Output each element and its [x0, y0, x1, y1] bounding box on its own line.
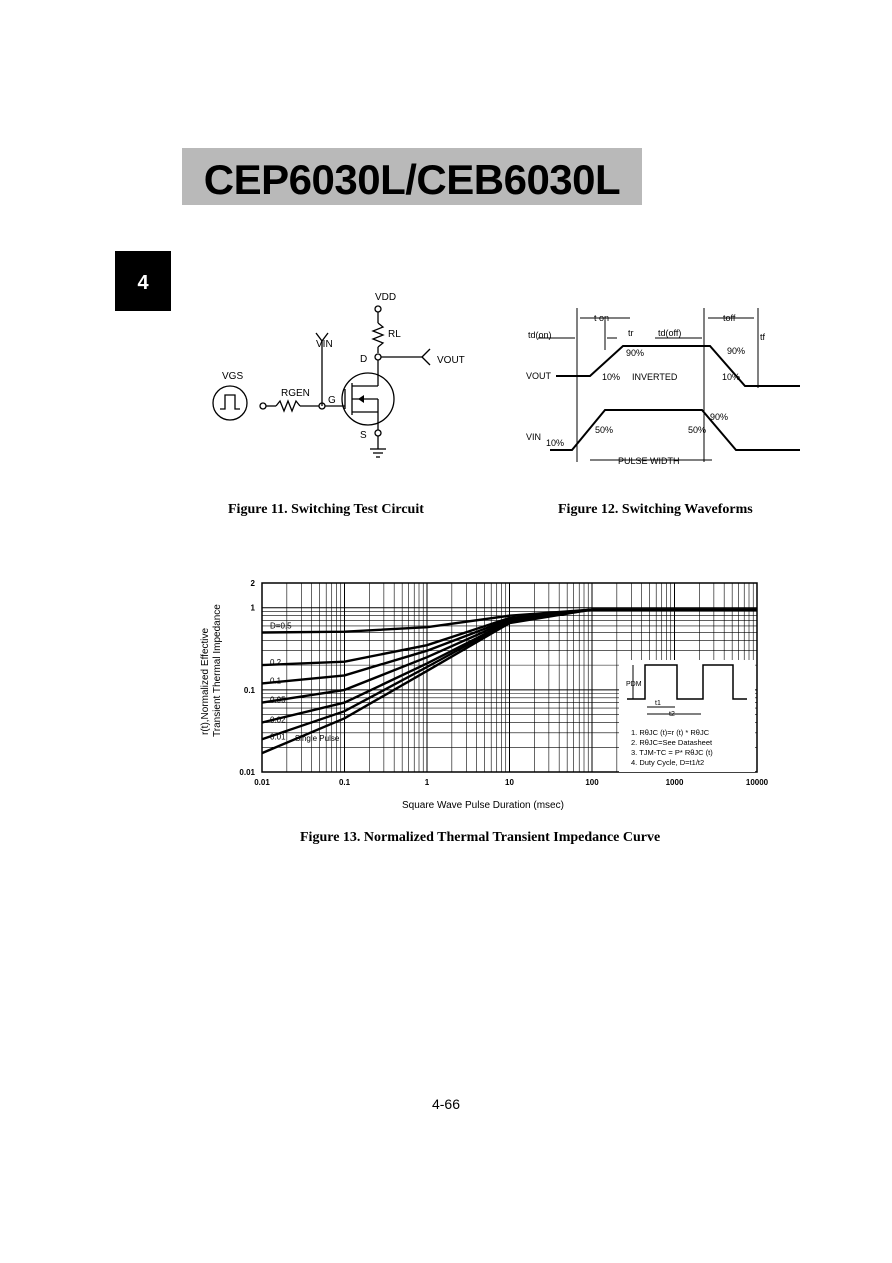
pdm-label: PDM [626, 681, 642, 688]
vin-10-label: 10% [546, 438, 565, 448]
document-title: CEP6030L/CEB6030L [203, 156, 621, 203]
x-tick-label: 1000 [665, 778, 684, 787]
rl-label: RL [388, 329, 401, 340]
x-tick-label: 0.1 [338, 778, 351, 787]
vout-90-label: 90% [626, 348, 645, 358]
pulse-width-label: PULSE WIDTH [618, 456, 680, 466]
toff-label: toff [723, 313, 736, 323]
vgs-label: VGS [222, 371, 244, 382]
vout-10b-label: 10% [722, 372, 741, 382]
figure-13-caption: Figure 13. Normalized Thermal Transient Impedance Curve [300, 830, 661, 845]
duty-cycle-inset [619, 660, 755, 772]
figure-12-caption: Figure 12. Switching Waveforms [558, 502, 753, 517]
curve-label: 0.1 [270, 676, 282, 686]
x-tick-label: 10000 [745, 778, 769, 787]
x-tick-label: 10 [505, 778, 514, 787]
curve-label: D=0.5 [270, 621, 292, 631]
thermal-impedance-chart [195, 575, 775, 820]
inset-note-2: 2. RθJC=See Datasheet [631, 738, 713, 747]
tdoff-label: td(off) [658, 328, 682, 338]
rgen-label: RGEN [281, 388, 310, 399]
curve-label: 0.05 [270, 695, 286, 705]
inset-note-3: 3. TJM-TC = P* RθJC (t) [631, 748, 713, 757]
curve-label: 0.01 [270, 732, 286, 742]
tr-label: tr [628, 328, 634, 338]
section-tab: 4 [115, 251, 171, 311]
vout-90b-label: 90% [727, 346, 746, 356]
y-axis-label-1: r(t),Normalized Effective [200, 627, 211, 735]
y-axis-label-2: Transient Thermal Impedance [212, 604, 223, 737]
drain-label: D [360, 354, 368, 365]
inverted-label: INVERTED [632, 372, 678, 382]
vin-wave-label: VIN [526, 432, 542, 442]
vin-50b-label: 50% [688, 425, 707, 435]
x-axis-label: Square Wave Pulse Duration (msec) [402, 800, 564, 811]
switching-waveforms [520, 300, 805, 480]
y-tick-label: 1 [250, 603, 255, 613]
vout-label: VOUT [437, 355, 465, 366]
gate-label: G [328, 395, 336, 406]
source-label: S [360, 430, 367, 441]
vdd-label: VDD [375, 292, 397, 303]
y-tick-label: 0.1 [243, 685, 255, 695]
y-tick-label: 0.01 [239, 768, 255, 777]
tdon-label: td(on) [528, 330, 552, 340]
vin-50-label: 50% [595, 425, 614, 435]
tf-label: tf [760, 332, 766, 342]
vout-10-label: 10% [602, 372, 621, 382]
page-number: 4-66 [431, 1096, 461, 1112]
ton-label: t on [594, 313, 610, 323]
t1-label: t1 [655, 700, 661, 707]
x-tick-label: 100 [585, 778, 599, 787]
curve-label: 0.02 [270, 715, 286, 725]
curve-label: Single Pulse [294, 734, 340, 744]
figure-11-caption: Figure 11. Switching Test Circuit [228, 502, 424, 517]
x-tick-label: 1 [424, 778, 430, 787]
inset-note-1: 1. RθJC (t)=r (t) * RθJC [631, 728, 710, 737]
switching-test-circuit [200, 285, 480, 475]
curve-label: 0.2 [270, 658, 282, 668]
t2-label: t2 [669, 711, 675, 718]
vout-wave-label: VOUT [526, 371, 552, 381]
y-tick-label: 2 [250, 579, 255, 588]
inset-note-4: 4. Duty Cycle, D=t1/t2 [631, 758, 705, 767]
x-tick-label: 0.01 [254, 778, 270, 787]
vin-label: VIN [316, 339, 333, 350]
vin-90-label: 90% [710, 412, 729, 422]
title-bar [182, 148, 642, 205]
